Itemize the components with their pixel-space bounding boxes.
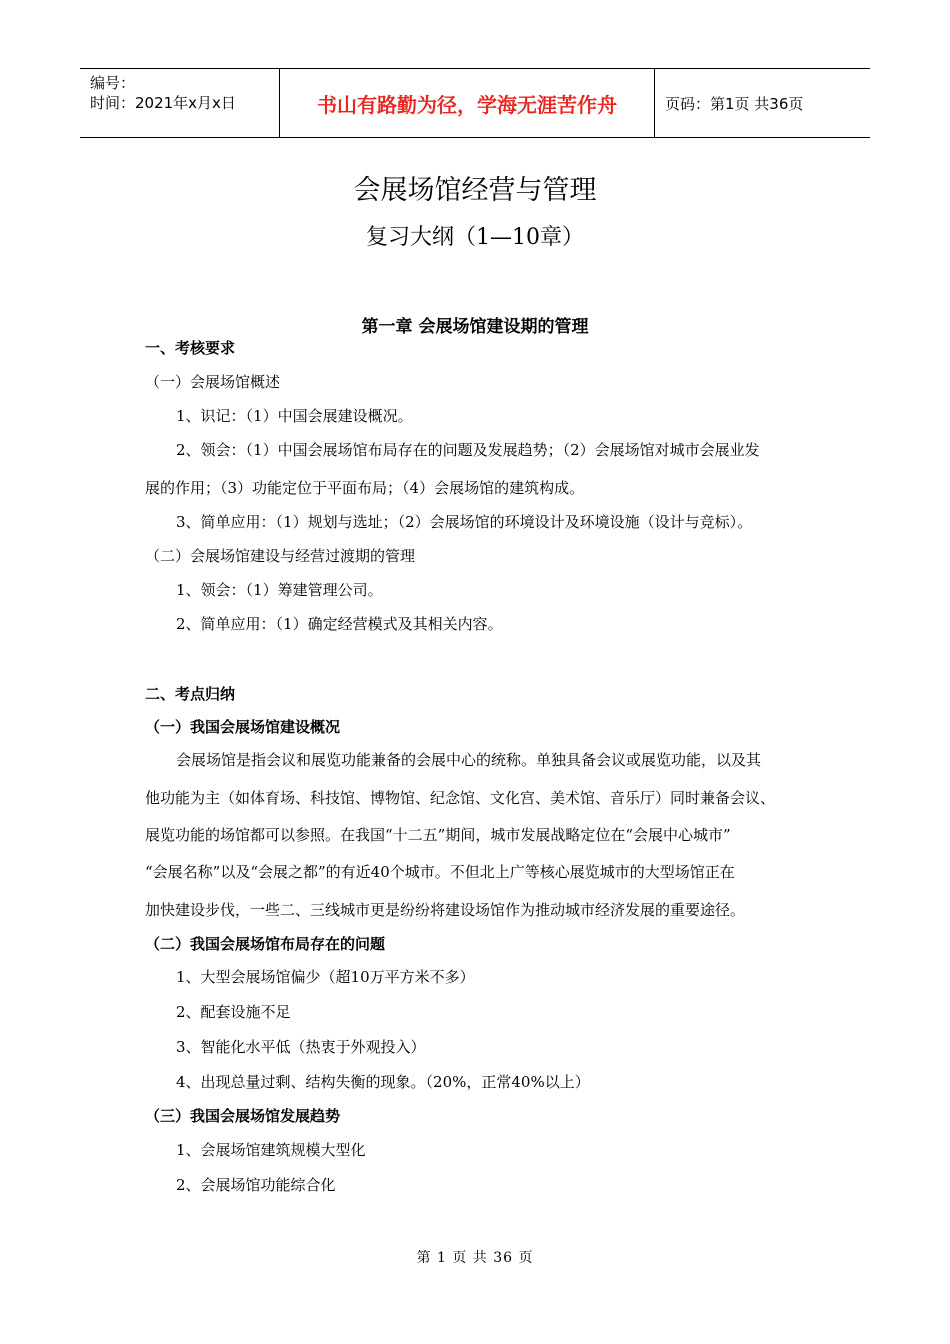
motto: 书山有路勤为径，学海无涯苦作舟 [280,69,655,137]
section-heading: 二、考点归纳 [145,685,236,703]
list-item: 3、智能化水平低（热衷于外观投入） [176,1038,426,1056]
document-subtitle: 复习大纲（1—10章） [366,225,584,250]
header-table [80,68,870,138]
paragraph-line: 会展场馆是指会议和展览功能兼备的会展中心的统称。单独具备会议或展览功能，以及其 [176,751,762,769]
list-item: 2、会展场馆功能综合化 [176,1176,336,1194]
list-item: 1、大型会展场馆偏少（超10万平方米不多） [176,968,475,986]
header-left-cell [80,69,280,137]
list-item: 2、简单应用：（1）确定经营模式及其相关内容。 [176,615,503,633]
list-item: 1、识记：（1）中国会展建设概况。 [176,407,413,425]
section-heading: 一、考核要求 [145,339,236,357]
chapter-title: 第一章 会展场馆建设期的管理 [361,317,589,337]
paragraph-line: 展览功能的场馆都可以参照。在我国“十二五”期间，城市发展战略定位在“会展中心城市” [145,826,731,844]
subsection-heading: （一）会展场馆概述 [145,373,281,391]
time-label: 时间：2021年x月x日 [90,94,236,112]
subsection-heading: （一）我国会展场馆建设概况 [145,718,341,736]
paragraph-line: 展的作用；（3）功能定位于平面布局；（4）会展场馆的建筑构成。 [145,479,585,497]
list-item: 2、领会：（1）中国会展场馆布局存在的问题及发展趋势；（2）会展场馆对城市会展业发 [176,441,760,459]
list-item: 2、配套设施不足 [176,1003,291,1021]
list-item: 4、出现总量过剩、结构失衡的现象。（20%，正常40%以上） [176,1073,590,1091]
subsection-heading: （二）我国会展场馆布局存在的问题 [145,935,386,953]
list-item: 3、简单应用：（1）规划与选址；（2）会展场馆的环境设计及环境设施（设计与竞标）。 [176,513,753,531]
list-item: 1、领会：（1）筹建管理公司。 [176,581,383,599]
paragraph-line: 加快建设步伐，一些二、三线城市更是纷纷将建设场馆作为推动城市经济发展的重要途径。 [145,901,746,919]
page-info: 页码：第1页 共36页 [665,94,804,113]
number-label: 编号： [90,74,136,92]
list-item: 1、会展场馆建筑规模大型化 [176,1141,366,1159]
subsection-heading: （三）我国会展场馆发展趋势 [145,1107,341,1125]
page-footer: 第 1 页 共 36 页 [416,1250,534,1266]
paragraph-line: 他功能为主（如体育场、科技馆、博物馆、纪念馆、文化宫、美术馆、音乐厅）同时兼备会议、 [145,789,776,807]
paragraph-line: “会展名称”以及“会展之都”的有近40个城市。不但北上广等核心展览城市的大型场馆正在 [145,863,735,881]
document-title: 会展场馆经营与管理 [353,175,597,206]
subsection-heading: （二）会展场馆建设与经营过渡期的管理 [145,547,416,565]
